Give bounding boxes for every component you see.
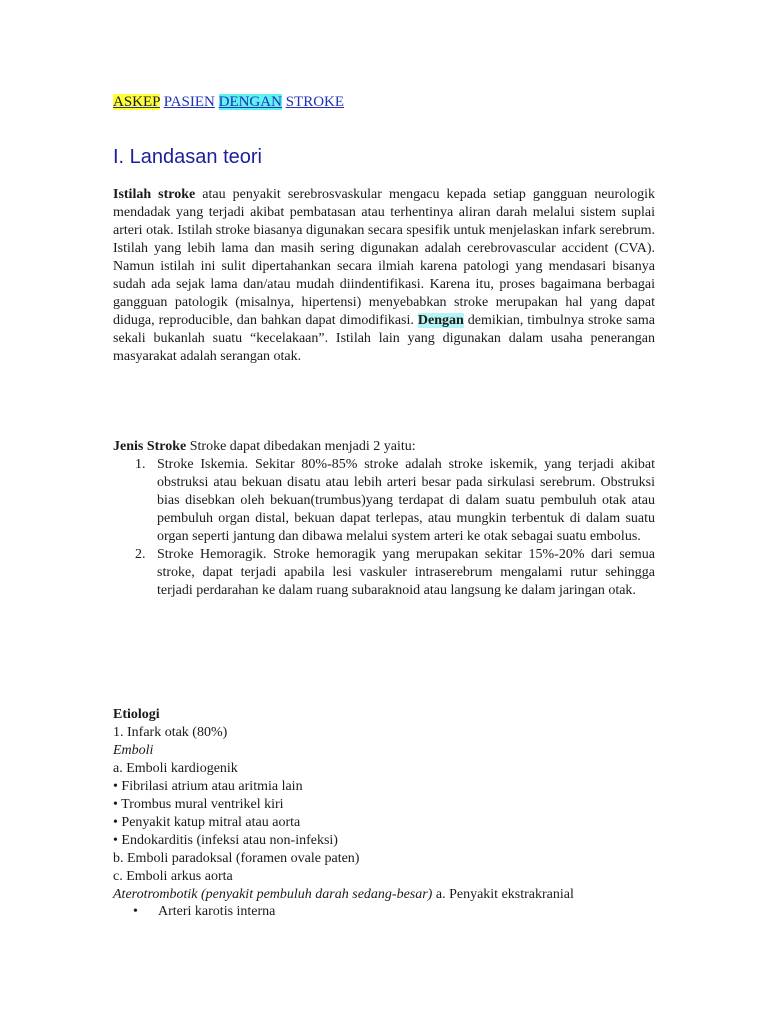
- list-number: 2.: [135, 547, 146, 562]
- list-item: [113, 456, 655, 546]
- jenis-stroke-text: Stroke dapat dibedakan menjadi 2 yaitu:: [186, 439, 416, 454]
- etiologi-line: c. Emboli arkus aorta: [113, 869, 233, 884]
- list-item: [113, 546, 655, 600]
- intro-text-2: demikian, timbulnya stroke sama sekali bukanlah suatu “kecelakaan”. Istilah lain yang digunakan dalam usaha penerangan masyarakat adalah serangan otak.: [113, 313, 655, 364]
- etiologi-line: Emboli: [113, 743, 154, 758]
- list-item-text: Stroke Hemoragik. Stroke hemoragik yang merupakan sekitar 15%-20% dari semua stroke, dapat terjadi apabila lesi vaskuler intraserebrum mengalami rutur sehingga terjadi perdarahan ke dalam ruang subaraknoid atau langsung ke dalam jaringan otak.: [157, 547, 655, 598]
- jenis-stroke-line: [113, 438, 416, 456]
- etiologi-line: • Endokarditis (infeksi atau non-infeksi): [113, 833, 338, 848]
- jenis-stroke-label: Jenis Stroke: [113, 439, 187, 454]
- etiologi-line: a. Emboli kardiogenik: [113, 761, 238, 776]
- title-link-stroke[interactable]: STROKE: [285, 94, 345, 110]
- etiologi-section: [113, 706, 673, 904]
- etiologi-line: 1. Infark otak (80%): [113, 725, 228, 740]
- etiologi-line: • Fibrilasi atrium atau aritmia lain: [113, 779, 303, 794]
- etiologi-line: • Penyakit katup mitral atau aorta: [113, 815, 301, 830]
- stroke-types-list: [113, 456, 655, 600]
- title-link-askep[interactable]: ASKEP: [113, 94, 160, 110]
- title-link-pasien[interactable]: PASIEN: [163, 94, 215, 110]
- etiologi-italic: Aterotrombotik (penyakit pembuluh darah sedang-besar): [113, 887, 433, 902]
- etiologi-line: • Trombus mural ventrikel kiri: [113, 797, 284, 812]
- intro-text-1: atau penyakit serebrosvaskular mengacu kepada setiap gangguan neurologik mendadak yang terjadi akibat pembatasan atau terhentinya aliran darah melalui sistem suplai arteri otak. Istilah stroke biasanya digunakan secara spesifik untuk menjelaskan infark serebrum. Istilah yang lebih lama dan masih sering digunakan adalah cerebrovascular accident (CVA). Namun istilah ini sulit dipertahankan secara ilmiah karena patologi yang mendasari bisanya sudah ada sejak lama dan/atau mudah diindentifikasi. Karena itu, proses bagaimana berbagai gangguan patologik (misalnya, hipertensi) menyebabkan stroke merupakan hal yang dapat diduga, reproducible, dan bahkan dapat dimodifikasi.: [113, 187, 655, 328]
- intro-lead: Istilah stroke: [113, 187, 196, 202]
- etiologi-line: b. Emboli paradoksal (foramen ovale paten): [113, 851, 360, 866]
- etiologi-line: [113, 886, 673, 904]
- title-link-dengan[interactable]: DENGAN: [218, 94, 282, 110]
- document-title: [113, 94, 344, 111]
- list-number: 1.: [135, 457, 146, 472]
- bullet-glyph: •: [133, 904, 138, 919]
- list-item-text: Stroke Iskemia. Sekitar 80%-85% stroke adalah stroke iskemik, yang terjadi akibat obstruksi atau bekuan disatu atau lebih arteri besar pada sirkulasi serebrum. Obstruksi bias disebkan oleh bekuan(trumbus)yang terdapat di dalam suatu pembuluh otak atau pembuluh organ distal, bekuan dapat terlepas, atau mungkin terbentuk di dalam suatu organ seperti jantung dan dibawa melalui system arteri ke otak sebagai suatu embolus.: [157, 457, 655, 544]
- intro-paragraph: [113, 186, 655, 366]
- etiologi-heading: Etiologi: [113, 707, 160, 722]
- section-heading: I. Landasan teori: [113, 146, 262, 168]
- sub-bullet-item: [133, 903, 275, 921]
- intro-highlight: Dengan: [417, 313, 464, 328]
- etiologi-rest: a. Penyakit ekstrakranial: [432, 887, 574, 902]
- sub-bullet-text: Arteri karotis interna: [158, 904, 276, 919]
